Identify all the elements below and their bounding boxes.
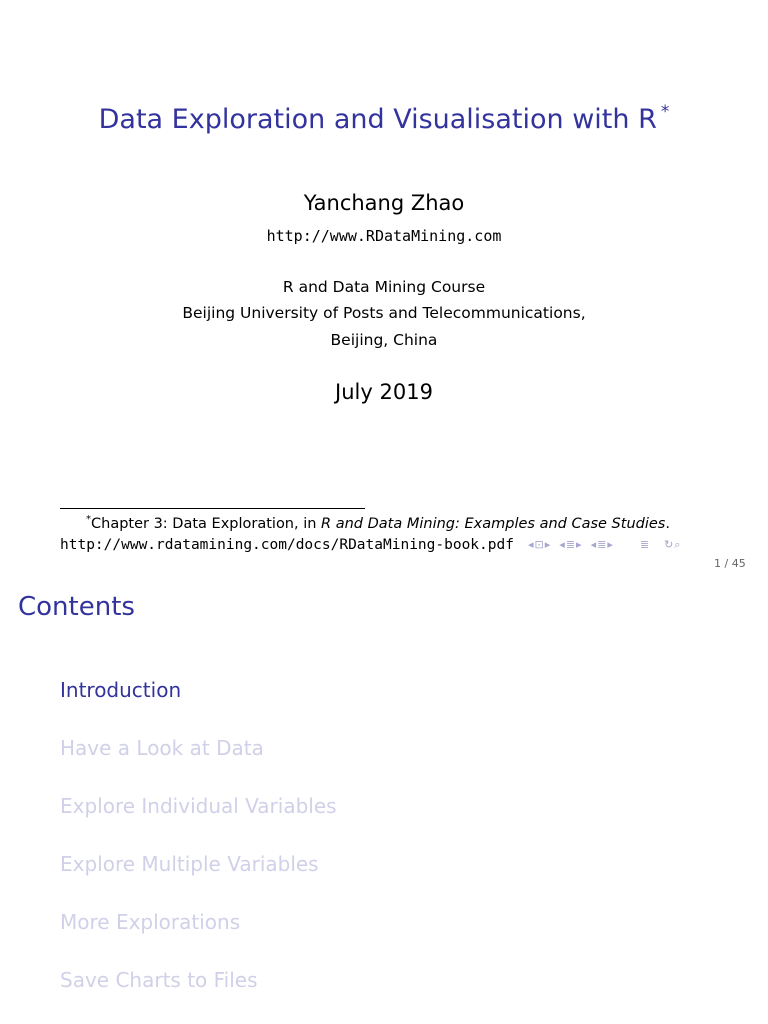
toc-item-save-charts-to-files[interactable]: Save Charts to Files — [60, 968, 258, 992]
contents-slide — [0, 576, 768, 1024]
beamer-navigation — [528, 538, 681, 552]
footnote-mark: * — [86, 514, 91, 525]
toc-item-more-explorations[interactable]: More Explorations — [60, 910, 241, 934]
toc-item-explore-individual-variables[interactable]: Explore Individual Variables — [60, 794, 337, 818]
toc-item-have-a-look-at-data[interactable]: Have a Look at Data — [60, 736, 264, 760]
nav-frame-right-icon[interactable]: ▸ — [544, 538, 552, 551]
toc-item-introduction[interactable]: Introduction — [60, 678, 182, 702]
nav-subsection-left-icon[interactable]: ◂ — [559, 538, 566, 551]
title-footnote-mark: * — [660, 102, 670, 122]
toc-item-explore-multiple-variables[interactable]: Explore Multiple Variables — [60, 852, 319, 876]
nav-frame-left-icon[interactable]: ◂ — [528, 538, 535, 551]
author-name: Yanchang Zhao — [303, 191, 465, 215]
nav-bar-icon[interactable]: ≣ — [639, 538, 651, 551]
slide-title: Data Exploration and Visualisation with R * — [98, 102, 670, 135]
nav-loop-icon[interactable]: ↻ — [664, 538, 675, 551]
course-name: R and Data Mining Course — [282, 278, 486, 296]
nav-section-left-icon[interactable]: ◂ — [590, 538, 598, 551]
nav-search-icon[interactable]: ⌕ — [674, 538, 682, 551]
contents-title: Contents — [18, 592, 135, 622]
nav-frame-icon[interactable]: ⊡ — [534, 538, 545, 551]
footnote-divider — [60, 508, 365, 509]
page-number: 1 / 45 — [714, 557, 746, 570]
footnote-prefix: Chapter 3: Data Exploration, in — [91, 515, 322, 532]
nav-section-icon[interactable]: ≣ — [597, 538, 608, 551]
nav-subsection-icon[interactable]: ≣ — [565, 538, 577, 551]
nav-section-right-icon[interactable]: ▸ — [607, 538, 614, 551]
footnote-url[interactable]: http://www.rdatamining.com/docs/RDataMining-book.pdf — [60, 537, 514, 553]
footnote-book-title: R and Data Mining: Examples and Case Studies — [321, 515, 666, 532]
university-name: Beijing University of Posts and Telecommunications, — [182, 304, 586, 322]
presentation-date: July 2019 — [335, 380, 433, 404]
footnote-text — [86, 514, 670, 532]
location: Beijing, China — [330, 331, 438, 349]
author-url[interactable]: http://www.RDataMining.com — [266, 227, 502, 245]
footnote-suffix: . — [665, 515, 670, 532]
nav-subsection-right-icon[interactable]: ▸ — [576, 538, 583, 551]
